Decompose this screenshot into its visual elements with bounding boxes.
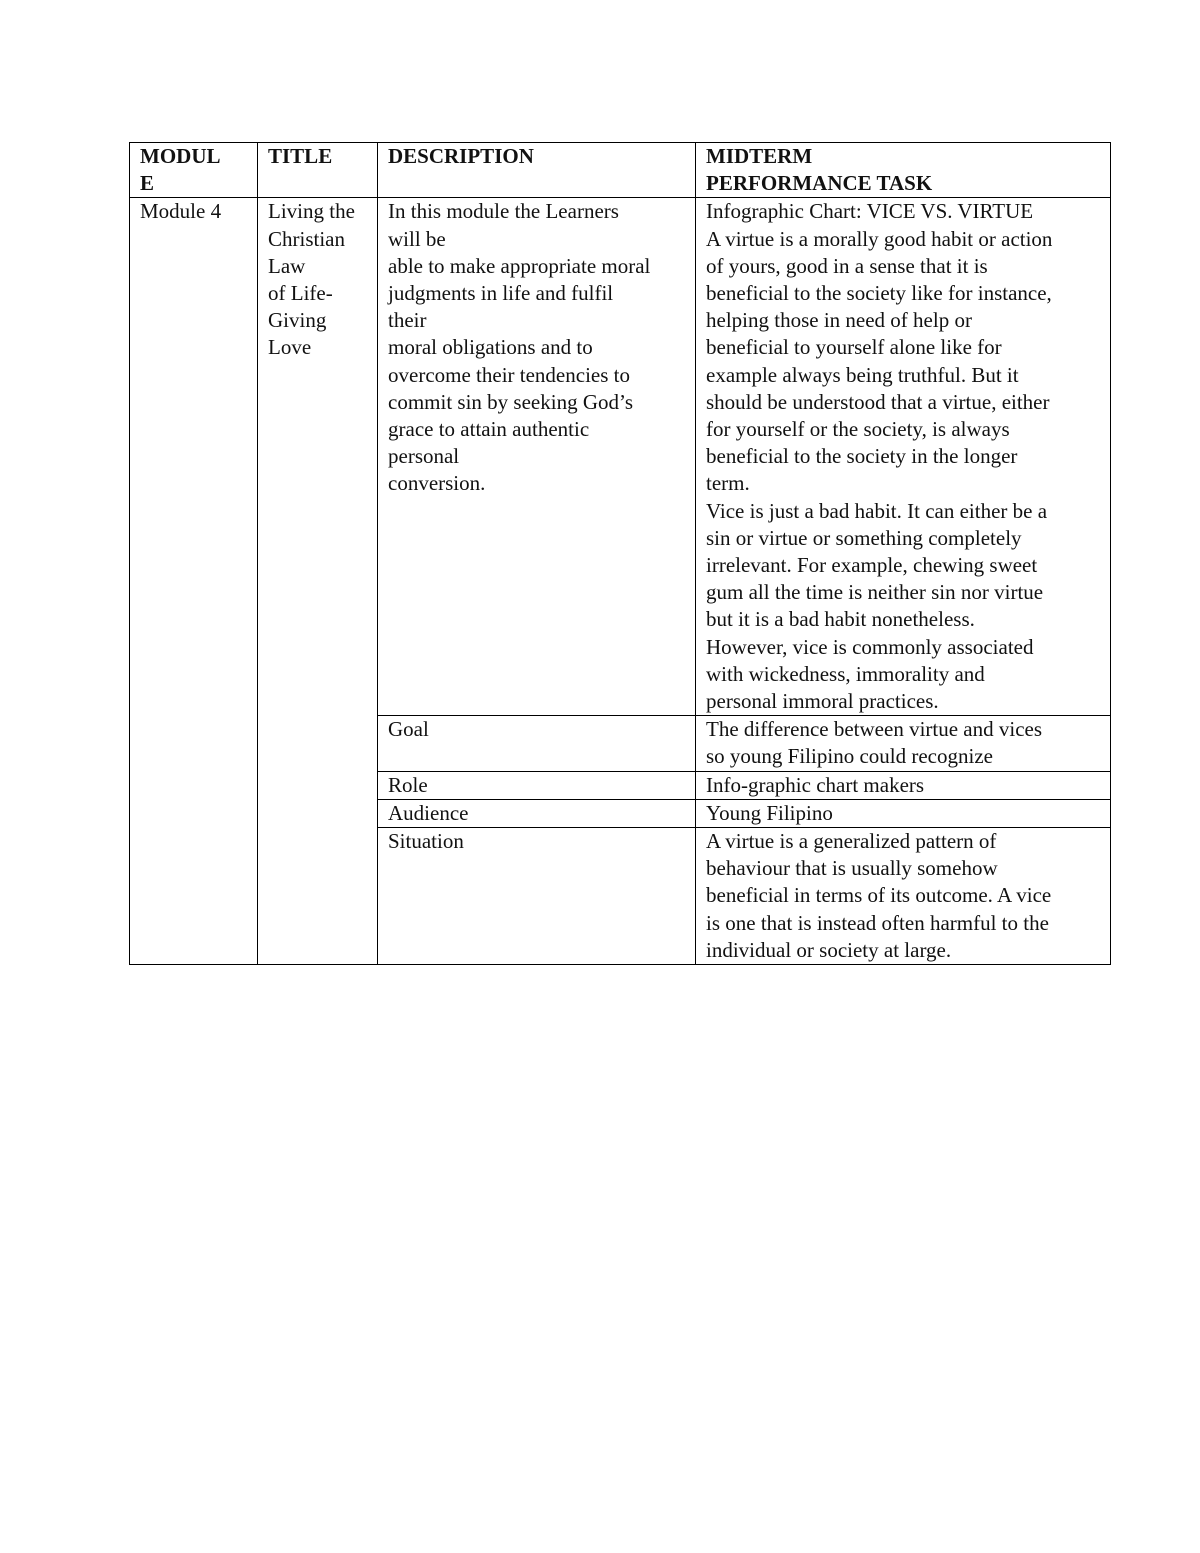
text-line: Info-graphic chart makers <box>706 772 925 797</box>
text-line: example always being truthful. But it <box>706 362 1019 387</box>
text-line: term. <box>706 471 750 496</box>
text-line: of yours, good in a sense that it is <box>706 253 988 278</box>
text-line: moral obligations and to <box>388 335 593 360</box>
title-cell <box>258 198 378 965</box>
header-title: TITLE <box>258 143 378 198</box>
grasps-label-role: Role <box>378 771 696 799</box>
grasps-value-role <box>696 771 1111 799</box>
text-line: of Life- <box>268 281 333 306</box>
text-line: commit sin by seeking God’s <box>388 389 633 414</box>
text-line: for yourself or the society, is always <box>706 417 1010 442</box>
text-line: personal <box>388 444 460 469</box>
text-line: but it is a bad habit nonetheless. <box>706 607 975 632</box>
description-cell <box>378 198 696 716</box>
text-line: gum all the time is neither sin nor virtue <box>706 580 1044 605</box>
module-cell: Module 4 <box>130 198 258 965</box>
text-line: with wickedness, immorality and <box>706 661 985 686</box>
text-line: will be <box>388 226 446 251</box>
grasps-value-audience <box>696 799 1111 827</box>
text-line: helping those in need of help or <box>706 308 972 333</box>
text-line: beneficial to the society in the longer <box>706 444 1018 469</box>
text-line: A virtue is a morally good habit or action <box>706 226 1053 251</box>
text-line: individual or society at large. <box>706 937 952 962</box>
grasps-value-situation <box>696 828 1111 965</box>
header-description: DESCRIPTION <box>378 143 696 198</box>
text-line: Young Filipino <box>706 800 833 825</box>
text-line: Giving <box>268 308 327 333</box>
text-line: Vice is just a bad habit. It can either be a <box>706 498 1048 523</box>
grasps-label-audience: Audience <box>378 799 696 827</box>
text-line: Living the <box>268 199 355 224</box>
text-line: conversion. <box>388 471 486 496</box>
performance-task-cell <box>696 198 1111 716</box>
text-line: able to make appropriate moral <box>388 253 651 278</box>
text-line: irrelevant. For example, chewing sweet <box>706 553 1038 578</box>
text-line: judgments in life and fulfil <box>388 281 614 306</box>
grasps-label-goal: Goal <box>378 716 696 771</box>
text-line: so young Filipino could recognize <box>706 744 993 769</box>
text-line: behaviour that is usually somehow <box>706 856 998 881</box>
text-line: beneficial to yourself alone like for <box>706 335 1002 360</box>
header-module: MODUL E <box>130 143 258 198</box>
text-line: is one that is instead often harmful to the <box>706 910 1049 935</box>
grasps-label-situation: Situation <box>378 828 696 965</box>
text-line: A virtue is a generalized pattern of <box>706 829 997 854</box>
text-line: The difference between virtue and vices <box>706 717 1043 742</box>
text-line: grace to attain authentic <box>388 417 590 442</box>
text-line: Infographic Chart: VICE VS. VIRTUE <box>706 199 1034 224</box>
text-line: Love <box>268 335 312 360</box>
text-line: beneficial to the society like for instance, <box>706 281 1052 306</box>
text-line: overcome their tendencies to <box>388 362 630 387</box>
table-row <box>130 198 1111 716</box>
text-line: Law <box>268 253 306 278</box>
text-line: However, vice is commonly associated <box>706 634 1034 659</box>
text-line: Christian <box>268 226 345 251</box>
text-line: personal immoral practices. <box>706 689 939 714</box>
text-line: In this module the Learners <box>388 199 619 224</box>
text-line: sin or virtue or something completely <box>706 525 1022 550</box>
header-row <box>130 143 1111 198</box>
header-performance-task: MIDTERM PERFORMANCE TASK <box>696 143 1111 198</box>
module-table <box>129 142 1111 965</box>
text-line: should be understood that a virtue, either <box>706 389 1050 414</box>
text-line: beneficial in terms of its outcome. A vice <box>706 883 1052 908</box>
grasps-value-goal <box>696 716 1111 771</box>
text-line: their <box>388 308 427 333</box>
